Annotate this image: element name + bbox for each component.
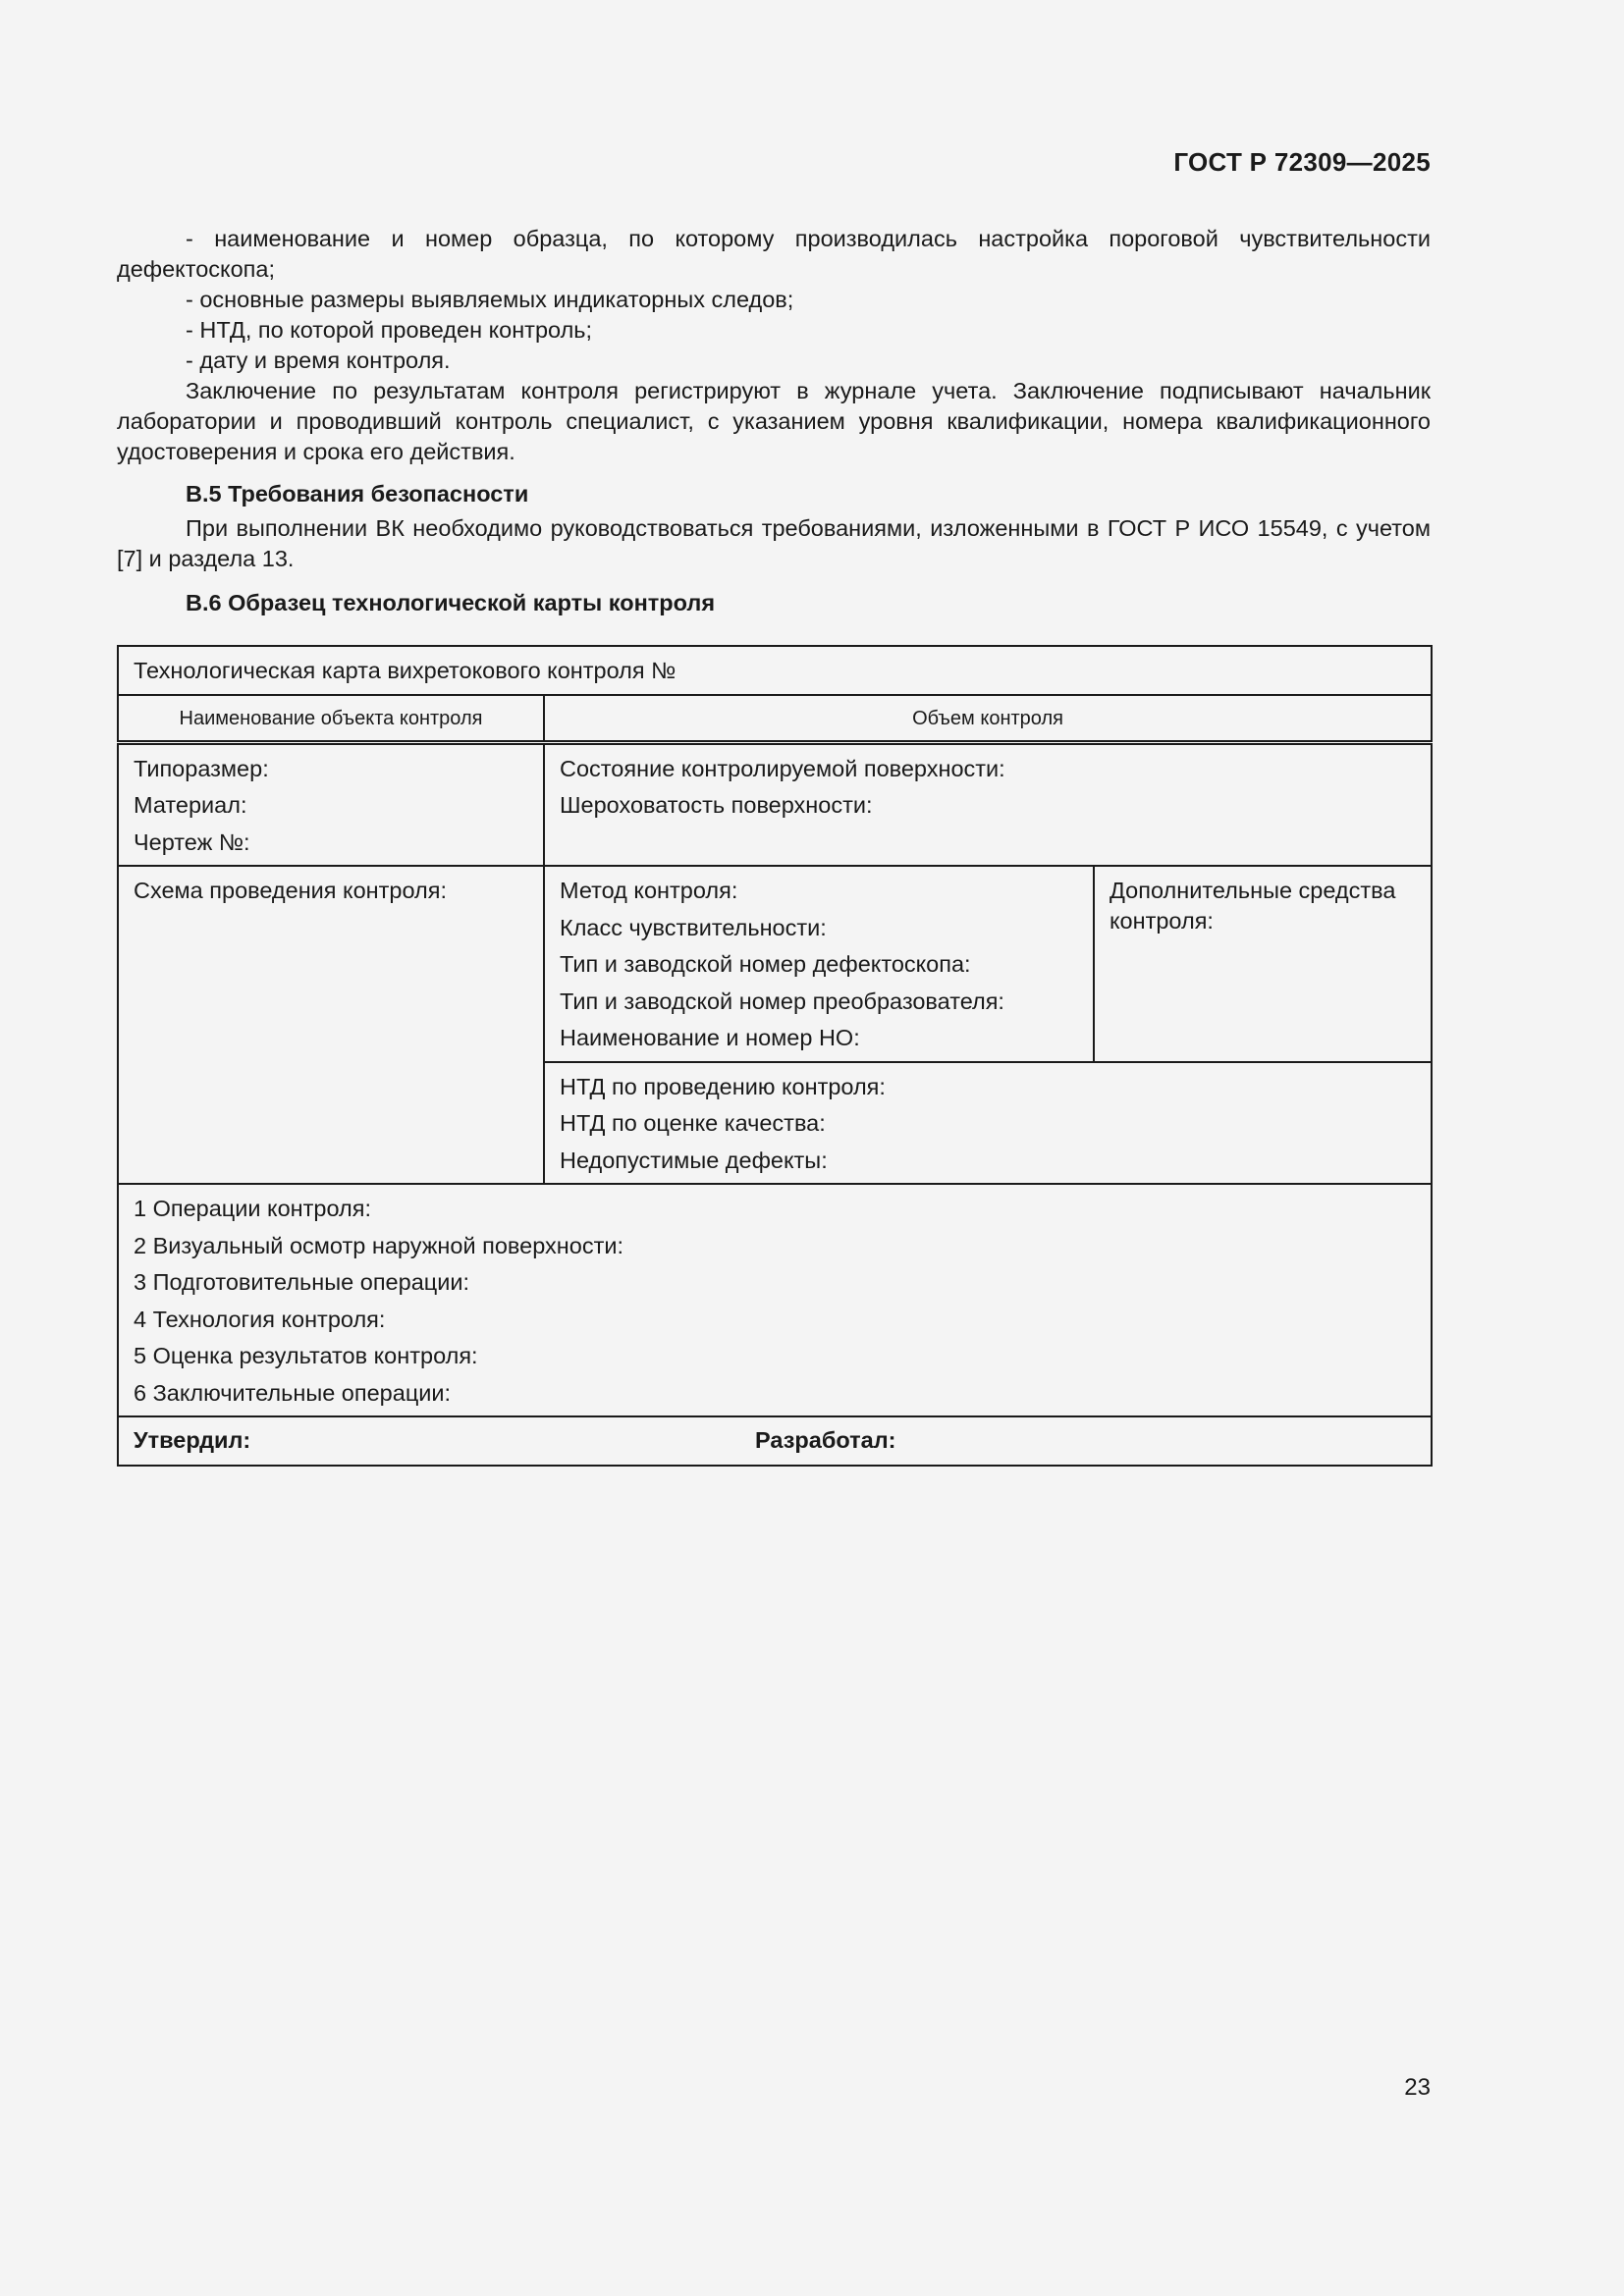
operation-item: 5 Оценка результатов контроля: <box>134 1343 478 1368</box>
field-label: НТД по проведению контроля: <box>560 1073 886 1099</box>
column-volume-text: Объем контроля <box>912 707 1063 729</box>
field-label: Шероховатость поверхности: <box>560 792 873 818</box>
column-object-name <box>118 695 544 743</box>
field-label: Типоразмер: <box>134 755 269 781</box>
signature-row <box>118 1416 1432 1466</box>
operation-item: 2 Визуальный осмотр наружной поверхности: <box>134 1232 623 1258</box>
operation-item: 6 Заключительные операции: <box>134 1379 452 1406</box>
field-label: Тип и заводской номер дефектоскопа: <box>560 951 971 977</box>
field-label: Схема проведения контроля: <box>134 878 448 903</box>
table-title <box>118 646 1432 695</box>
list-item: - основные размеры выявляемых индикаторных следов; <box>186 287 794 312</box>
field-label: Материал: <box>134 792 247 818</box>
surface-fields-cell <box>544 742 1432 866</box>
list-item: - НТД, по которой проведен контроль; <box>186 317 593 343</box>
section-b6-title: В.6 Образец технологической карты контроля <box>186 590 716 615</box>
field-label: Состояние контролируемой поверхности: <box>560 755 1005 781</box>
operations-cell <box>118 1184 1432 1416</box>
field-label: Недопустимые дефекты: <box>560 1147 828 1173</box>
section-b5-text: При выполнении ВК необходимо руководствоваться требованиями, изложенными в ГОСТ Р ИСО 15549, с учетом [7] и раздела 13. <box>117 515 1431 571</box>
body-text <box>117 224 1431 618</box>
field-label: Тип и заводской номер преобразователя: <box>560 988 1004 1014</box>
operation-item: 4 Технология контроля: <box>134 1306 386 1332</box>
column-volume <box>544 695 1432 743</box>
developed-label: Разработал: <box>755 1427 896 1453</box>
ntd-fields-cell <box>544 1062 1432 1185</box>
additional-means-cell <box>1094 866 1432 1062</box>
page-number: 23 <box>1404 2074 1431 2101</box>
list-item: - наименование и номер образца, по которому производилась настройка пороговой чувствительности дефектоскопа; <box>117 226 1431 282</box>
operation-item: 1 Операции контроля: <box>134 1196 371 1221</box>
method-fields-cell <box>544 866 1094 1062</box>
field-label: Чертеж №: <box>134 828 250 855</box>
field-label: Наименование и номер НО: <box>560 1025 860 1050</box>
section-b5-title: В.5 Требования безопасности <box>186 481 529 507</box>
column-object-name-text: Наименование объекта контроля <box>179 707 483 729</box>
list-item: - дату и время контроля. <box>186 347 451 373</box>
table-title-text: Технологическая карта вихретокового контроля № <box>134 658 677 683</box>
field-label: Дополнительные средства контроля: <box>1110 878 1396 934</box>
operation-item: 3 Подготовительные операции: <box>134 1269 470 1295</box>
field-label: НТД по оценке качества: <box>560 1110 826 1136</box>
technological-card-table <box>117 645 1433 1467</box>
field-label: Класс чувствительности: <box>560 914 827 940</box>
document-code: ГОСТ Р 72309—2025 <box>1173 147 1431 177</box>
object-fields-cell <box>118 742 544 866</box>
approved-label: Утвердил: <box>134 1427 251 1453</box>
conclusion-paragraph: Заключение по результатам контроля регистрируют в журнале учета. Заключение подписывают начальник лаборатории и проводивший контроль специалист, с указанием уровня квалификации, номера квалификационного удостоверения и срока его действия. <box>117 378 1431 464</box>
scheme-cell <box>118 866 544 1184</box>
field-label: Метод контроля: <box>560 878 738 903</box>
